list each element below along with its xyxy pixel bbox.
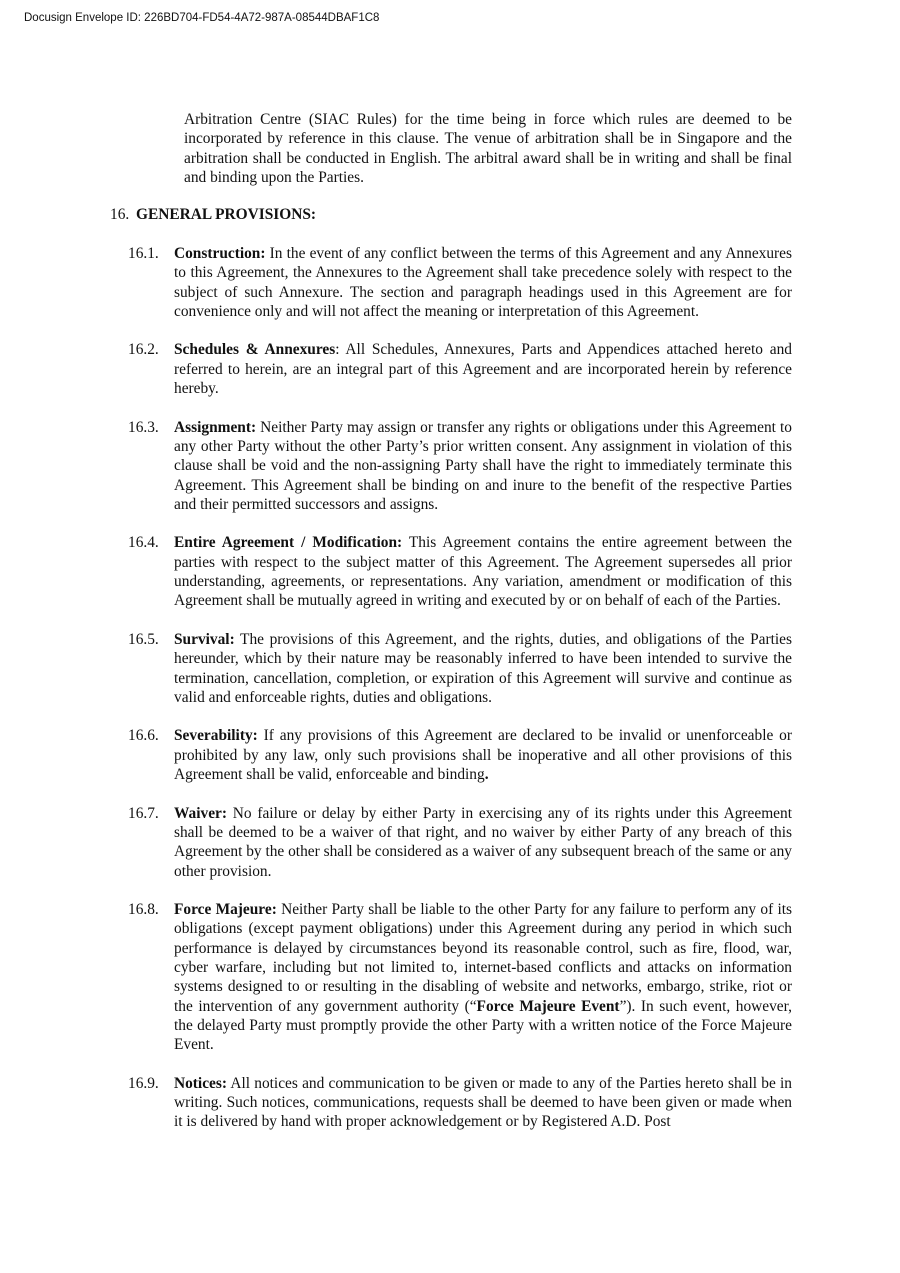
clause-severability (128, 726, 792, 784)
clause-text: No failure or delay by either Party in exercising any of its rights under this Agreement shall be deemed to be a waiver of that right, and no waiver by either Party of any breach of this Agreement by the other shall be considered as a waiver of any subsequent breach of the same or any other provision. (174, 804, 792, 880)
clause-construction (128, 244, 792, 321)
clause-text: Neither Party shall be liable to the other Party for any failure to perform any of its obligations (except payment obligations) under this Agreement during any period in which such performance is delayed by circumstances beyond its reasonable control, such as fire, flood, war, cyber warfare, including but not limited to, internet-based conflicts and attacks on information systems designed to or resulting in the disabling of website and networks, embargo, strike, riot or the intervention of any government authority (“ (174, 901, 792, 1015)
clause-text: The provisions of this Agreement, and the rights, duties, and obligations of the Parties hereunder, which by their nature may be reasonably inferred to have been intended to survive the termination, cancellation, completion, or expiration of this Agreement will survive and continue as valid and enforceable rights, duties and obligations. (174, 630, 792, 706)
clause-number: 16.1. (128, 245, 159, 262)
clause-heading: Waiver: (174, 804, 227, 822)
clause-text: If any provisions of this Agreement are declared to be invalid or unenforceable or prohibited by any law, only such provisions shall be inoperative and all other provisions of this Agreement shall be valid, enforceable and binding (174, 727, 792, 784)
clause-notices (128, 1074, 792, 1132)
clause-number: 16.6. (128, 727, 159, 745)
clause-heading: Assignment: (174, 418, 257, 436)
clause-text: This Agreement contains the entire agreement between the parties with respect to the subject matter of this Agreement. The Agreement supersedes all prior understanding, agreements, or representations. Any variation, amendment or modification of this Agreement shall be mutually agreed in writing and executed by or on behalf of each of the Parties. (174, 534, 792, 610)
defined-term: Force Majeure Event (476, 997, 620, 1015)
clause-text-after: ”). In such event, however, the delayed Party must promptly provide the other Party with a written notice of the Force Majeure Event. (174, 997, 792, 1054)
clause-heading: Severability: (174, 727, 258, 745)
section-heading (110, 205, 316, 224)
clause-number: 16.8. (128, 901, 159, 919)
clause-text: All notices and communication to be given or made to any of the Parties hereto shall be in writing. Such notices, communications, requests shall be deemed to have been given or made when it is delivered by hand with proper acknowledgement or by Registered A.D. Post (174, 1074, 792, 1131)
clause-heading: Construction: (174, 245, 266, 262)
clause-number: 16.3. (128, 418, 159, 436)
clause-force-majeure (128, 900, 792, 1054)
clause-heading: Schedules & Annexures (174, 341, 336, 359)
clause-number: 16.9. (128, 1074, 159, 1092)
clause-list (128, 244, 792, 1151)
clause-assignment (128, 418, 792, 514)
clause-text: In the event of any conflict between the terms of this Agreement and any Annexures to this Agreement, the Annexures to the Agreement shall take precedence solely with respect to the subject of such Annexure. The section and paragraph headings used in this Agreement are for convenience only and will not affect the meaning or interpretation of this Agreement. (174, 245, 792, 320)
clause-waiver (128, 804, 792, 881)
intro-paragraph: Arbitration Centre (SIAC Rules) for the time being in force which rules are deemed to be incorporated by reference in this clause. The venue of arbitration shall be in Singapore and the arbitration shall be conducted in English. The arbitral award shall be in writing and shall be final and binding upon the Parties. (184, 111, 792, 186)
clause-heading: Notices: (174, 1074, 227, 1092)
clause-number: 16.5. (128, 630, 159, 648)
clause-schedules-annexures (128, 340, 792, 398)
clause-number: 16.4. (128, 534, 159, 552)
section-title: GENERAL PROVISIONS: (136, 206, 317, 223)
envelope-id: Docusign Envelope ID: 226BD704-FD54-4A72-987A-08544DBAF1C8 (24, 12, 380, 24)
clause-number: 16.7. (128, 804, 159, 822)
clause-number: 16.2. (128, 341, 159, 359)
clause-entire-agreement (128, 533, 792, 610)
clause-text: : All Schedules, Annexures, Parts and Appendices attached hereto and referred to herein, are an integral part of this Agreement and are incorporated herein by reference hereby. (174, 341, 792, 398)
clause-survival (128, 630, 792, 707)
clause-heading: Entire Agreement / Modification: (174, 534, 403, 552)
clause-heading: Survival: (174, 630, 235, 648)
clause-text: Neither Party may assign or transfer any rights or obligations under this Agreement to any other Party without the other Party’s prior written consent. Any assignment in violation of this clause shall be void and the non-assigning Party shall have the right to immediately terminate this Agreement. This Agreement shall be binding on and inure to the benefit of the respective Parties and their permitted successors and assigns. (174, 418, 792, 513)
clause-tail: . (484, 766, 489, 784)
clause-heading: Force Majeure: (174, 901, 277, 919)
section-number: 16. (110, 206, 130, 223)
